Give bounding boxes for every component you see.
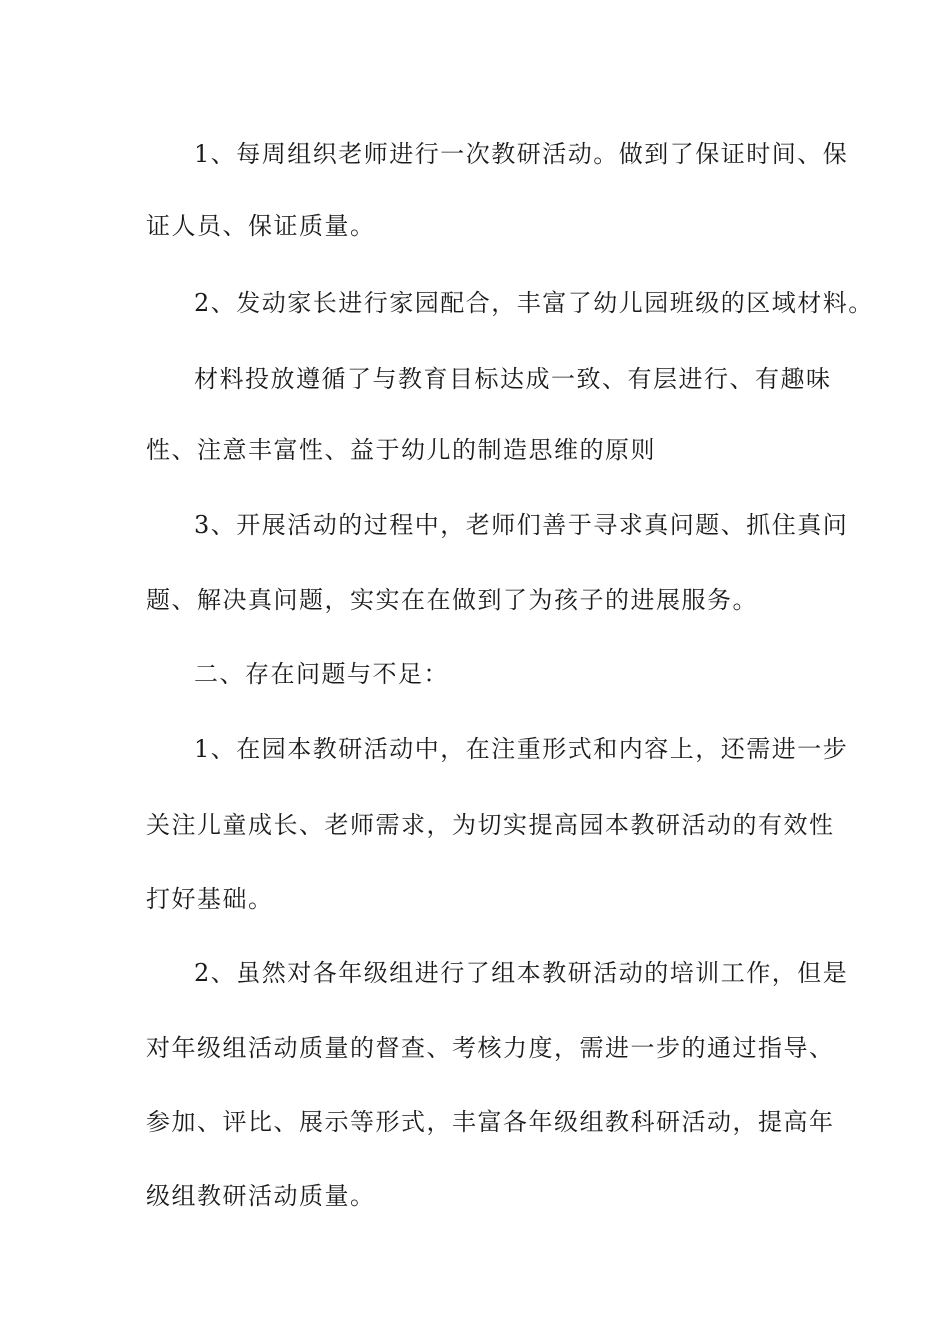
problem-2-line-1: 2、虽然对各年级组进行了组本教研活动的培训工作，但是 xyxy=(194,959,849,987)
paragraph-1-line-2: 证人员、保证质量。 xyxy=(146,212,376,240)
problem-2-line-3: 参加、评比、展示等形式，丰富各年级组教科研活动，提高年 xyxy=(146,1108,835,1136)
problem-2-line-4: 级组教研活动质量。 xyxy=(146,1182,376,1210)
problem-1-line-3: 打好基础。 xyxy=(146,885,274,913)
paragraph-3-line-2: 题、解决真问题，实实在在做到了为孩子的进展服务。 xyxy=(146,586,758,614)
paragraph-2-line-2: 材料投放遵循了与教育目标达成一致、有层进行、有趣味 xyxy=(194,365,832,393)
problem-2-line-2: 对年级组活动质量的督查、考核力度，需进一步的通过指导、 xyxy=(146,1034,835,1062)
section-heading-problems: 二、存在问题与不足： xyxy=(194,660,449,688)
problem-1-line-1: 1、在园本教研活动中，在注重形式和内容上，还需进一步 xyxy=(194,735,849,763)
paragraph-2-line-3: 性、注意丰富性、益于幼儿的制造思维的原则 xyxy=(146,436,656,464)
problem-1-line-2: 关注儿童成长、老师需求，为切实提高园本教研活动的有效性 xyxy=(146,811,835,839)
paragraph-1-line-1: 1、每周组织老师进行一次教研活动。做到了保证时间、保 xyxy=(194,140,849,168)
paragraph-2-line-1: 2、发动家长进行家园配合，丰富了幼儿园班级的区域材料。 xyxy=(194,289,874,317)
paragraph-3-line-1: 3、开展活动的过程中，老师们善于寻求真问题、抓住真问 xyxy=(194,511,849,539)
